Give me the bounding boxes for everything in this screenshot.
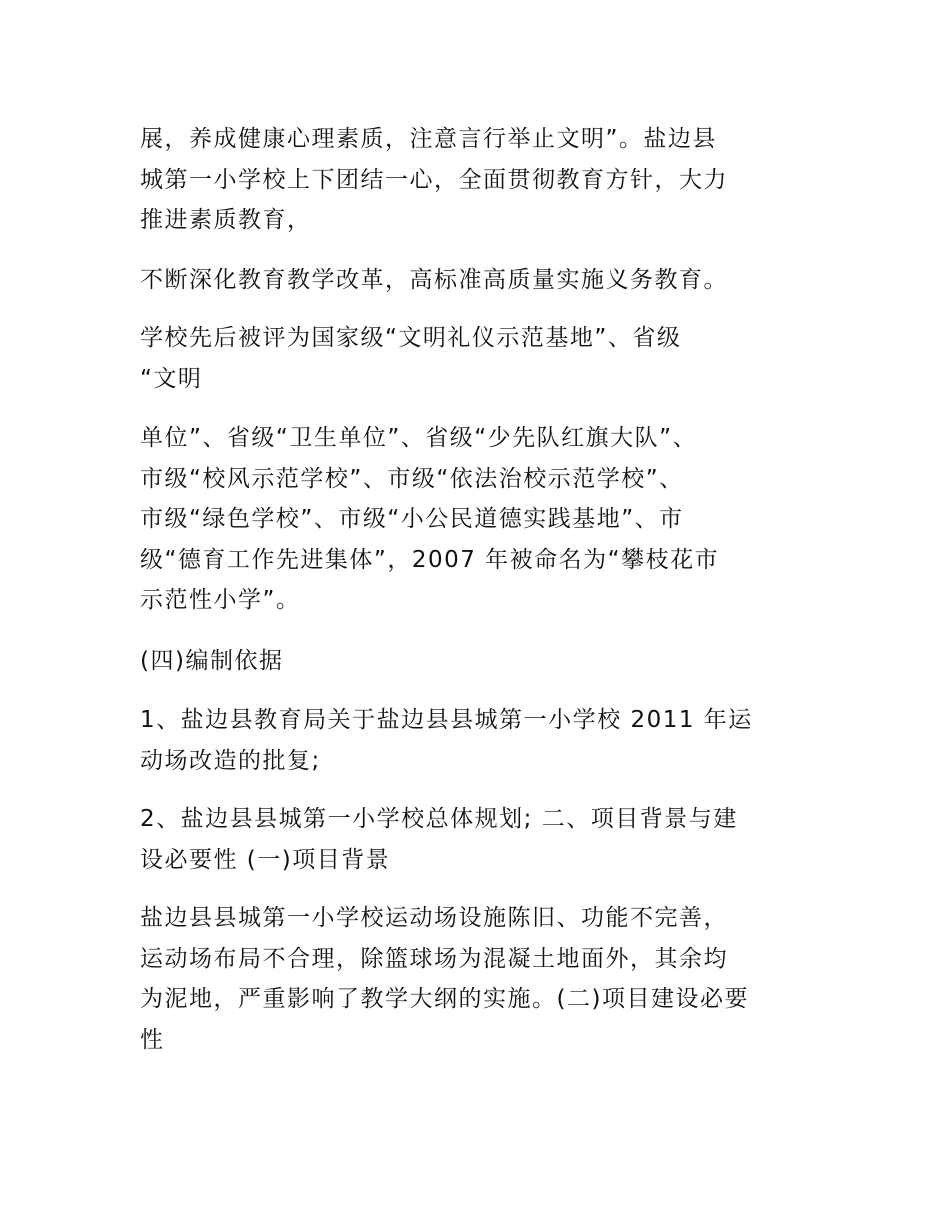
text-line: 市级“绿色学校”、市级“小公民道德实践基地”、市 [140, 506, 684, 532]
paragraph-honors-list [140, 418, 820, 621]
text-line: (四)编制依据 [140, 648, 284, 674]
text-line: 不断深化教育教学改革，高标准高质量实施义务教育。 [140, 267, 728, 293]
paragraph-project-background [140, 898, 820, 1060]
paragraph-education-goal [140, 119, 820, 241]
paragraph-honors-intro [140, 318, 820, 399]
text-line: 性 [140, 1026, 165, 1053]
text-line: 设必要性 (一)项目背景 [140, 846, 391, 873]
text-line: 推进素质教育， [140, 207, 312, 233]
text-line: 示范性小学”。 [140, 587, 301, 613]
text-line: 盐边县县城第一小学校运动场设施陈旧、功能不完善， [140, 905, 728, 931]
text-line: 为泥地，严重影响了教学大纲的实施。(二)项目建设必要 [140, 986, 749, 1012]
basis-item-1 [140, 700, 820, 781]
text-line: 市级“校风示范学校”、市级“依法治校示范学校”、 [140, 465, 684, 492]
text-line: 2、盐边县县城第一小学校总体规划; 二、项目背景与建 [140, 806, 738, 832]
text-line: 级“德育工作先进集体”，2007 年被命名为“攀枝花市 [140, 546, 720, 573]
text-line: “文明 [140, 365, 203, 392]
text-line: 动场改造的批复; [140, 747, 321, 774]
basis-item-2 [140, 799, 820, 880]
text-line: 运动场布局不合理，除篮球场为混凝土地面外，其余均 [140, 945, 728, 972]
paragraph-reform [140, 260, 820, 301]
text-line: 1、盐边县教育局关于盐边县县城第一小学校 2011 年运 [140, 707, 753, 733]
section-heading-basis [140, 641, 820, 682]
text-line: 单位”、省级“卫生单位”、省级“少先队红旗大队”、 [140, 425, 698, 451]
text-line: 展，养成健康心理素质，注意言行举止文明”。盐边县 [140, 126, 717, 152]
text-line: 城第一小学校上下团结一心，全面贯彻教育方针，大力 [140, 166, 728, 193]
text-line: 学校先后被评为国家级“文明礼仪示范基地”、省级 [140, 325, 682, 351]
